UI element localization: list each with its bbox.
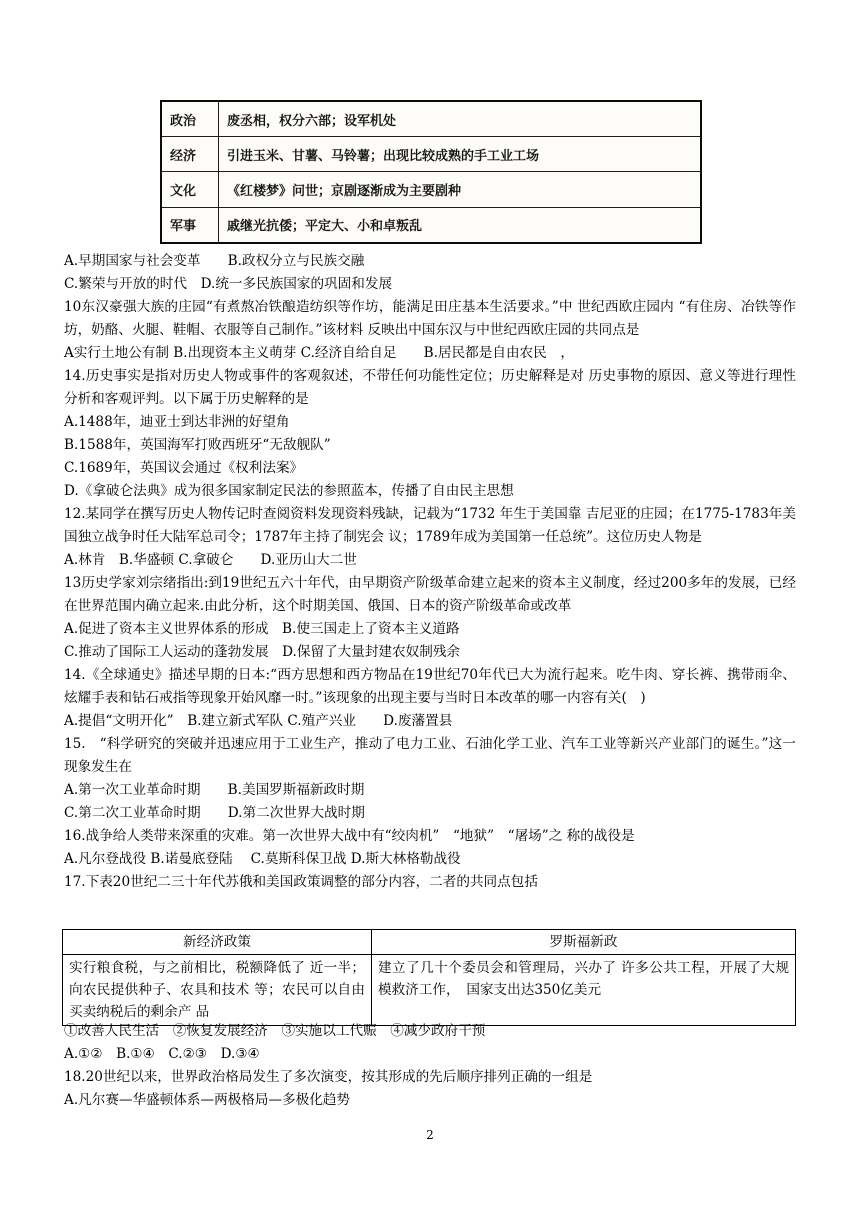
figure-row-key: 文化 (162, 172, 219, 207)
q9-options-ab: A.早期国家与社会变革 B.政权分立与民族交融 (64, 253, 365, 269)
q13-options-ab: A.促进了资本主义世界体系的形成 B.使三国走上了资本主义道路 (64, 621, 460, 637)
question-text (64, 250, 796, 894)
figure-row-value: 《红楼梦》问世；京剧逐渐成为主要剧种 (219, 172, 701, 207)
q14b-options: A.提倡“文明开化” B.建立新式军队 C.殖产兴业 D.废藩置县 (64, 713, 453, 729)
q18-option-a: A.凡尔赛—华盛顿体系—两极格局—多极化趋势 (64, 1092, 351, 1108)
table-cell: 建立了几十个委员会和管理局，兴办了 许多公共工程，开展了大规模救济工作， 国家支出达350亿美元 (372, 955, 796, 1026)
figure-row-key: 政治 (162, 102, 219, 137)
q15-options-cd: C.第二次工业革命时期 D.第二次世界大战时期 (64, 805, 365, 821)
q10-stem: 10东汉豪强大族的庄园“有煮熬冶铁酿造纺织等作坊，能满足田庄基本生活要求。”中 世纪西欧庄园内 “有住房、冶铁等作坊，奶酪、火腿、鞋帽、衣服等自己制作。”该材料 反映出中国东汉与中世纪西欧庄园的共同点是 (64, 299, 797, 338)
q18-stem: 18.20世纪以来，世界政治格局发生了多次演变，按其形成的先后顺序排列正确的一组是 (64, 1069, 593, 1085)
q9-options-cd: C.繁荣与开放的时代 D.统一多民族国家的巩固和发展 (64, 276, 393, 292)
figure-row-value: 戚继光抗倭；平定大、小和卓叛乱 (227, 219, 423, 235)
q16-options: A.凡尔登战役 B.诺曼底登陆 C.莫斯科保卫战 D.斯大林格勒战役 (64, 851, 461, 867)
question-text-continued (64, 1020, 796, 1112)
q12-options: A.林肯 B.华盛顿 C.拿破仑 D.亚历山大二世 (64, 552, 357, 568)
q15-stem: 15. “科学研究的突破并迅速应用于工业生产，推动了电力工业、石油化学工业、汽车工业等新兴产业部门的诞生。”这一现象发生在 (64, 736, 796, 775)
table-header: 新经济政策 (63, 930, 372, 955)
q12-stem: 12.某同学在撰写历史人物传记时查阅资料发现资料残缺，记载为“1732 年生于美国靠 吉尼亚的庄园；在1775-1783年美国独立战争时任大陆军总司令；1787年主持了制宪会 议；1789年成为美国第一任总统”。这位历史人物是 (64, 506, 796, 545)
figure-row-value: 引进玉米、甘薯、马铃薯；出现比较成熟的手工业工场 (219, 137, 701, 172)
figure-row-key: 军事 (162, 207, 219, 242)
q14a-option-b: B.1588年，英国海军打败西班牙“无敌舰队” (64, 437, 331, 453)
figure-row-key: 经济 (162, 137, 219, 172)
figure-row (162, 207, 700, 242)
table-cell: 实行粮食税，与之前相比，税额降低了 近一半；向农民提供种子、农具和技术 等；农民可以自由买卖纳税后的剩余产 品 (63, 955, 372, 1026)
q13-stem: 13历史学家刘宗绪指出:到19世纪五六十年代，由早期资产阶级革命建立起来的资本主义制度，经过200多年的发展，已经在世界范围内确立起来.由此分析，这个时期美国、俄国、日本的资产阶级革命或改革 (64, 575, 796, 614)
q10-options: A实行土地公有制 B.出现资本主义萌芽 C.经济自给自足 B.居民都是自由农民 ， (64, 345, 574, 361)
q14a-option-a: A.1488年，迪亚士到达非洲的好望角 (64, 414, 290, 430)
q17-stem: 17.下表20世纪二三十年代苏俄和美国政策调整的部分内容，二者的共同点包括 (64, 874, 538, 890)
policy-comparison-table (62, 929, 796, 1026)
q17-options: A.①② B.①④ C.②③ D.③④ (64, 1046, 260, 1062)
figure-row-value: 废丞相，权分六部；设军机处 (219, 102, 701, 137)
figure-row (162, 102, 700, 137)
q14a-option-c: C.1689年，英国议会通过《权利法案》 (64, 460, 304, 476)
figure-row (162, 137, 700, 172)
q15-options-ab: A.第一次工业革命时期 B.美国罗斯福新政时期 (64, 782, 365, 798)
q14a-option-d: D.《拿破仑法典》成为很多国家制定民法的参照蓝本，传播了自由民主思想 (64, 483, 514, 499)
figure-row (162, 172, 700, 207)
page-number: 2 (426, 1128, 434, 1142)
q14b-stem: 14.《全球通史》描述早期的日本:“西方思想和西方物品在19世纪70年代已大为流行起来。吃牛肉、穿长裤、携带雨伞、炫耀手表和钻石戒指等现象开始风靡一时。”该现象的出现主要与当时日本改革的哪一内容有关( ) (64, 667, 796, 706)
q16-stem: 16.战争给人类带来深重的灾难。第一次世界大战中有“绞肉机” “地狱” “屠场”之 称的战役是 (64, 828, 635, 844)
q17-statements: ①改善人民生活 ②恢复发展经济 ③实施以工代赈 ④减少政府干预 (64, 1023, 486, 1039)
table-header: 罗斯福新政 (372, 930, 796, 955)
q13-options-cd: C.推动了国际工人运动的蓬勃发展 D.保留了大量封建农奴制残余 (64, 644, 461, 660)
q14a-stem: 14.历史事实是指对历史人物或事件的客观叙述，不带任何功能性定位；历史解释是对 历史事物的原因、意义等进行理性分析和客观评判。以下属于历史解释的是 (64, 368, 796, 407)
scanned-table-image (160, 100, 702, 244)
